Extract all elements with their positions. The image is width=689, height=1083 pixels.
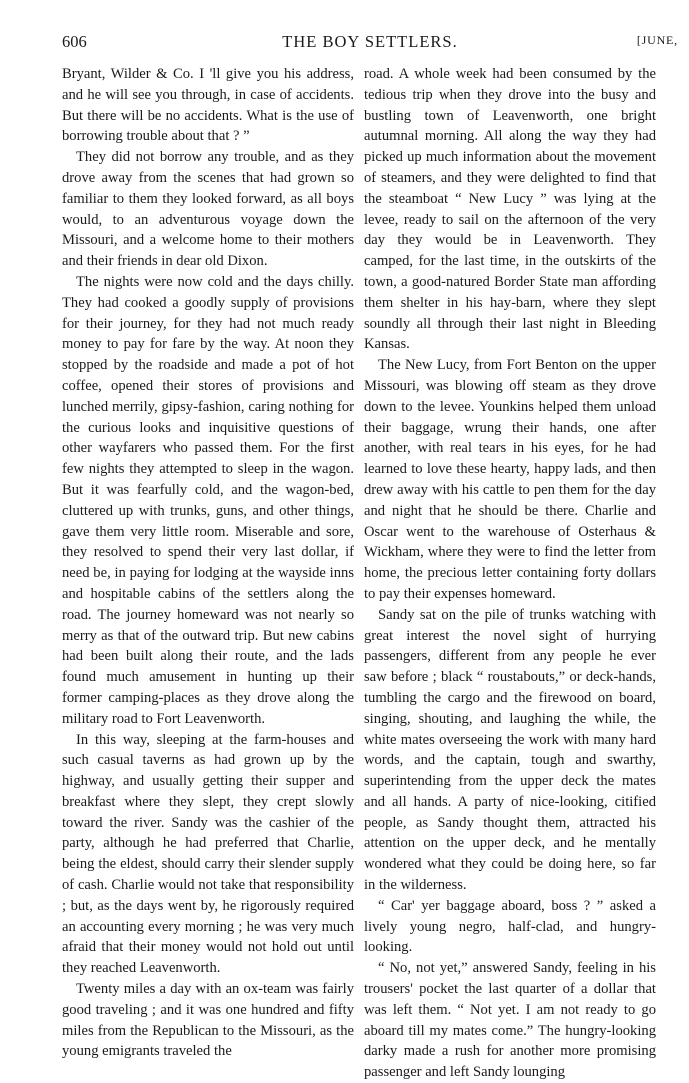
paragraph: Bryant, Wilder & Co. I 'll give you his address, and he will see you through, in case of accidents. But there will be no accidents. What is the use of borrowing trouble about that ? ” xyxy=(62,66,354,145)
paragraph: “ No, not yet,” answered Sandy, feeling in his trousers' pocket the last quarter of a dollar that was left them. “ Not yet. I am not ready to go aboard till my mates come.” The hungry-looking darky made a rush for another more promising passenger and left Sandy lounging xyxy=(364,960,656,1081)
running-month: [JUNE, xyxy=(636,33,678,47)
paragraph: Twenty miles a day with an ox-team was fairly good traveling ; and it was one hundred and fifty miles from the Republican to the Missouri, as the young emigrants traveled the xyxy=(62,981,354,1060)
right-column xyxy=(364,64,656,1083)
paragraph: “ Car' yer baggage aboard, boss ? ” asked a lively young negro, half-clad, and hungry-looking. xyxy=(364,897,656,956)
paragraph: The nights were now cold and the days chilly. They had cooked a goodly supply of provisions for their journey, for they had not much ready money to pay for fare by the way. At noon they stopped by the roadside and made a pot of hot coffee, opened their stores of provisions and lunched merrily, gipsy-fashion, caring nothing for the curious looks and inquisitive questions of other wayfarers who passed them. For the first few nights they attempted to sleep in the wagon. But it was fearfully cold, and the wagon-bed, cluttered up with trunks, guns, and other things, gave them very little room. Miserable and sore, they resolved to spend their very last dollar, if need be, in paying for lodging at the wayside inns and hospitable cabins of the settlers along the road. The journey homeward was not nearly so merry as that of the outward trip. But new cabins had been built along their route, and the lads found much amusement in hunting up their former camping-places as they drove along the military road to Fort Leavenworth. xyxy=(62,273,354,727)
paragraph: Sandy sat on the pile of trunks watching with great interest the novel sight of hurrying passengers, different from any people he ever saw before ; black “ roustabouts,” or deck-hands, tumbling the cargo and the firewood on board, singing, shouting, and laughing the while, the white mates overseeing the work with many hard words, and the captain, tough and swarthy, superintending from the upper deck the mates and all hands. A party of nice-looking, citified people, as Sandy thought them, attracted his attention on the upper deck, and he mentally wondered what they could be doing here, so far in the wilderness. xyxy=(364,606,656,894)
paragraph: In this way, sleeping at the farm-houses and such casual taverns as had grown up by the highway, and usually getting their supper and breakfast where they slept, they crept slowly toward the river. Sandy was the cashier of the party, although he had preferred that Charlie, being the eldest, should carry their slender supply of cash. Charlie would not take that responsibility ; but, as the days went by, he rigorously required an accounting every morning ; he was very much afraid that their money would not hold out until they reached Leavenworth. xyxy=(62,731,354,977)
left-column xyxy=(62,64,354,1062)
running-header xyxy=(62,32,678,52)
paragraph: The New Lucy, from Fort Benton on the upper Missouri, was blowing off steam as they drove down to the levee. Younkins helped them unload their baggage, wrung their hands, one after another, with real tears in his eyes, for he had learned to love these hearty, happy lads, and then drew away with his cattle to pen them for the day and night that he should be there. Charlie and Oscar went to the warehouse of Osterhaus & Wickham, where they were to find the letter from home, the precious letter containing forty dollars to pay their expenses homeward. xyxy=(364,357,656,602)
paragraph: road. A whole week had been consumed by the tedious trip when they drove into the busy and bustling town of Leavenworth, one bright autumnal morning. All along the way they had picked up much information about the movement of steamers, and they were delighted to find that the steamboat “ New Lucy ” was lying at the levee, ready to sail on the afternoon of the very day they would be in Leavenworth. They camped, for the last time, in the outskirts of the town, a good-natured Border State man affording them shelter in his hay-barn, where they slept soundly all through their last night in Bleeding Kansas. xyxy=(364,66,656,353)
page-number: 606 xyxy=(62,32,87,51)
paragraph: They did not borrow any trouble, and as they drove away from the scenes that had grown so familiar to them they looked forward, as all boys would, to an adventurous voyage down the Missouri, and a welcome home to their mothers and their friends in dear old Dixon. xyxy=(62,149,354,270)
running-title: THE BOY SETTLERS. xyxy=(282,32,458,51)
